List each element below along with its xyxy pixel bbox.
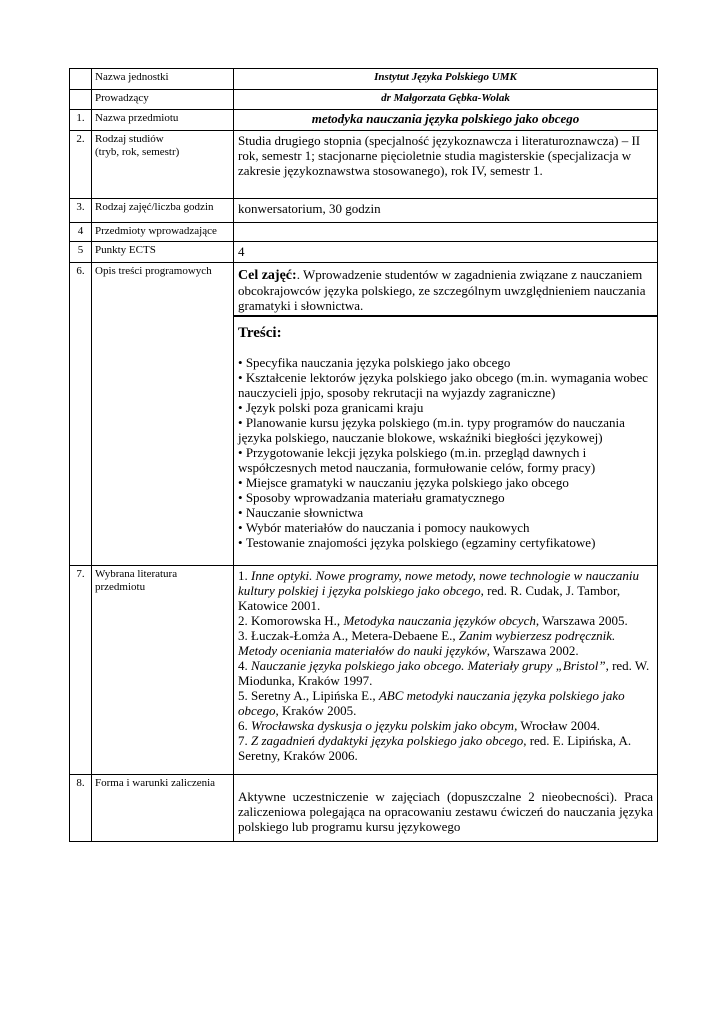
literature-item-title: Nauczanie języka polskiego jako obcego. Materiały grupy „Bristol” [251, 658, 606, 673]
goal-heading: Cel zajęć: [238, 268, 297, 283]
content-item: • Specyfika nauczania języka polskiego jako obcego [238, 355, 653, 370]
literature-item-suffix: , Warszawa 2002. [486, 643, 579, 658]
prerequisites-value [234, 223, 658, 242]
row-number: 5 [70, 242, 92, 263]
literature-item-prefix: 5. Seretny A., Lipińska E., [238, 688, 379, 703]
literature-item [238, 628, 653, 658]
class-type-row [70, 199, 658, 223]
literature-item-title: Inne optyki. Nowe programy, nowe metody, nowe technologie w nauczaniu kultury polskiej i języka polskiego jako obcego [238, 568, 640, 598]
unit-value: Instytut Języka Polskiego UMK [234, 69, 658, 90]
lecturer-value: dr Małgorzata Gębka-Wolak [234, 90, 658, 110]
content-item: • Język polski poza granicami kraju [238, 400, 653, 415]
literature-item-suffix: , Warszawa 2005. [535, 613, 628, 628]
lecturer-label: Prowadzący [92, 90, 234, 110]
class-type-label: Rodzaj zajęć/liczba godzin [92, 199, 234, 223]
literature-item-suffix: , Wrocław 2004. [514, 718, 600, 733]
assessment-row [70, 775, 658, 842]
row-number-empty [70, 90, 92, 110]
assessment-label: Forma i warunki zaliczenia [92, 775, 234, 842]
subject-row [70, 110, 658, 131]
literature-item-title: Wrocławska dyskusja o języku polskim jako obcym [251, 718, 515, 733]
row-number: 1. [70, 110, 92, 131]
goal-text: . Wprowadzenie studentów w zagadnienia związane z nauczaniem obcokrajowców języka polskiego, ze szczególnym uwzględnieniem nauczania gramatyki i słownictwa. [238, 267, 646, 313]
unit-row [70, 69, 658, 90]
row-number: 2. [70, 131, 92, 199]
row-number: 8. [70, 775, 92, 842]
lecturer-row [70, 90, 658, 110]
content-section [234, 317, 657, 552]
literature-item [238, 658, 653, 688]
content-item: • Wybór materiałów do nauczania i pomocy naukowych [238, 520, 653, 535]
literature-item-prefix: 1. [238, 568, 251, 583]
prerequisites-row [70, 223, 658, 242]
row-number: 7. [70, 566, 92, 775]
content-item: • Kształcenie lektorów języka polskiego jako obcego (m.in. wymagania wobec nauczycieli jpjo, sposoby rekrutacji na wyjazdy zagraniczne) [238, 370, 653, 400]
ects-value: 4 [234, 242, 658, 263]
literature-item [238, 568, 653, 613]
row-number: 6. [70, 263, 92, 566]
literature-item [238, 688, 653, 718]
literature-item-prefix: 6. [238, 718, 251, 733]
studies-value: Studia drugiego stopnia (specjalność językoznawcza i literaturoznawcza) – II rok, semestr 1; stacjonarne pięcioletnie studia magisterskie (specjalizacja w zakresie językoznawstwa stosowanego), rok IV, semestr 1. [234, 131, 658, 199]
content-item: • Miejsce gramatyki w nauczaniu języka polskiego jako obcego [238, 475, 653, 490]
content-item: • Testowanie znajomości języka polskiego (egzaminy certyfikatowe) [238, 535, 653, 550]
literature-item-suffix: , red. E. Lipińska, A. Seretny, Kraków 2006. [238, 733, 632, 763]
program-cell [234, 263, 658, 566]
ects-label: Punkty ECTS [92, 242, 234, 263]
literature-item [238, 718, 653, 733]
literature-item-title: ABC metodyki nauczania języka polskiego jako obcego [238, 688, 625, 718]
literature-item [238, 733, 653, 763]
literature-item-title: Zanim wybierzesz podręcznik. Metody oceniania materiałów do nauki języków [238, 628, 616, 658]
subject-value: metodyka nauczania języka polskiego jako obcego [234, 110, 658, 131]
studies-row [70, 131, 658, 199]
literature-list [234, 566, 658, 775]
literature-item-prefix: 7. [238, 733, 251, 748]
content-heading: Treści: [238, 325, 282, 341]
class-type-value: konwersatorium, 30 godzin [234, 199, 658, 223]
literature-item-title: Metodyka nauczania języków obcych [343, 613, 536, 628]
literature-item-prefix: 2. Komorowska H., [238, 613, 344, 628]
content-item: • Nauczanie słownictwa [238, 505, 653, 520]
studies-label-line1: Rodzaj studiów [95, 133, 164, 145]
goal-section [234, 263, 657, 317]
literature-item-suffix: , Kraków 2005. [275, 703, 357, 718]
literature-label [92, 566, 234, 775]
ects-row [70, 242, 658, 263]
literature-item-title: Z zagadnień dydaktyki języka polskiego jako obcego [251, 733, 524, 748]
studies-label-line2: (tryb, rok, semestr) [95, 146, 180, 158]
studies-label [92, 131, 234, 199]
literature-item [238, 613, 653, 628]
assessment-value: Aktywne uczestniczenie w zajęciach (dopuszczalne 2 nieobecności). Praca zaliczeniowa polegająca na opracowaniu zestawu ćwiczeń do nauczania języka polskiego lub programu kursu językowego [234, 775, 658, 842]
program-label: Opis treści programowych [92, 263, 234, 566]
row-number: 4 [70, 223, 92, 242]
content-item: • Planowanie kursu języka polskiego (m.in. typy programów do nauczania języka polskiego, nauczanie blokowe, wskaźniki biegłości językowej) [238, 415, 653, 445]
prerequisites-label: Przedmioty wprowadzające [92, 223, 234, 242]
program-row [70, 263, 658, 566]
literature-item-prefix: 4. [238, 658, 251, 673]
literature-row [70, 566, 658, 775]
literature-item-prefix: 3. Łuczak-Łomża A., Metera-Debaene E., [238, 628, 459, 643]
content-item: • Przygotowanie lekcji języka polskiego (m.in. przegląd dawnych i współczesnych metod nauczania, formułowanie celów, formy pracy) [238, 445, 653, 475]
syllabus-table [69, 68, 658, 842]
literature-label-line2: przedmiotu [95, 581, 146, 593]
literature-item-suffix: , red. R. Cudak, J. Tambor, Katowice 2001. [238, 583, 621, 613]
row-number: 3. [70, 199, 92, 223]
unit-label: Nazwa jednostki [92, 69, 234, 90]
subject-label: Nazwa przedmiotu [92, 110, 234, 131]
literature-item-suffix: , red. W. Miodunka, Kraków 1997. [238, 658, 650, 688]
row-number-empty [70, 69, 92, 90]
literature-label-line1: Wybrana literatura [95, 568, 178, 580]
content-item: • Sposoby wprowadzania materiału gramatycznego [238, 490, 653, 505]
